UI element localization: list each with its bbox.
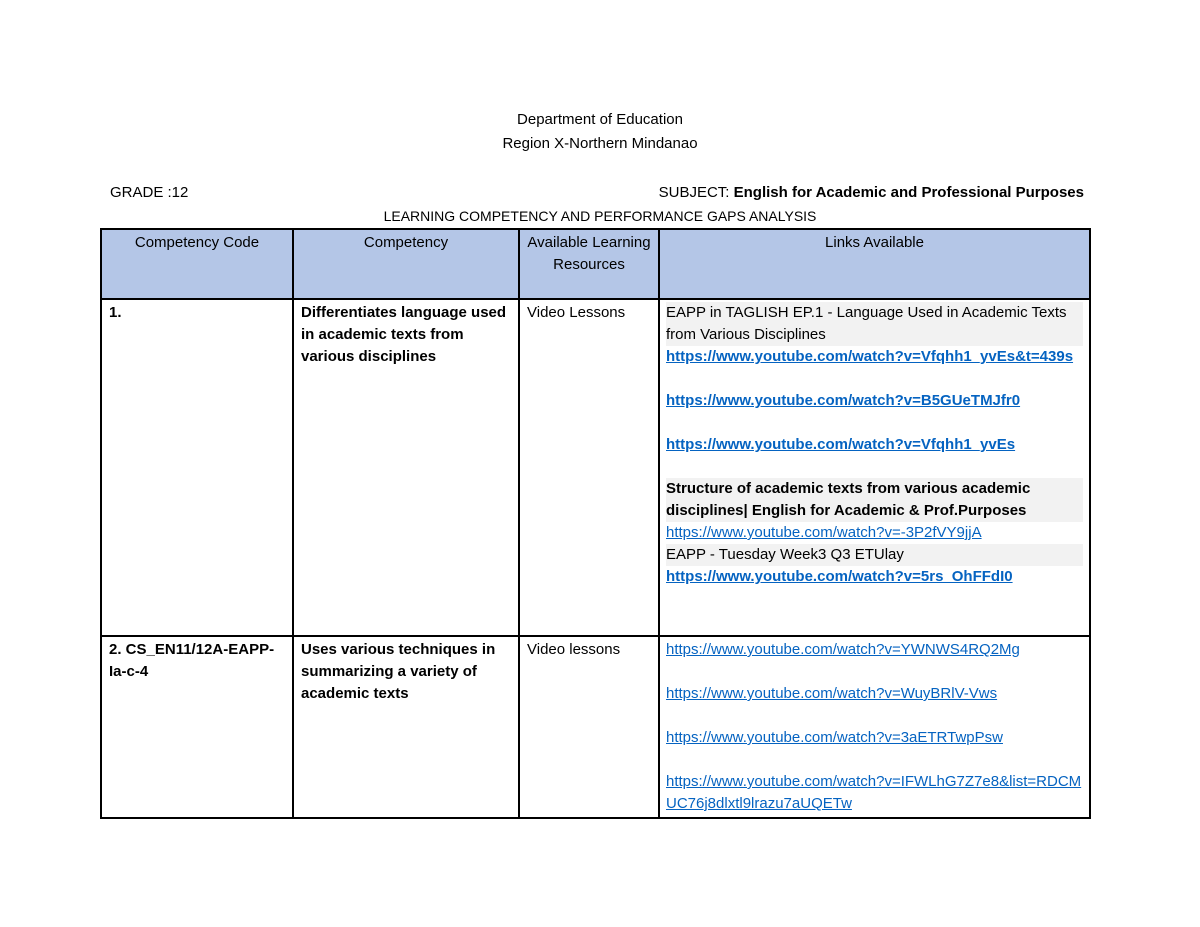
youtube-link[interactable]: https://www.youtube.com/watch?v=-3P2fVY9jjA xyxy=(666,524,982,541)
table-row xyxy=(101,636,1090,818)
video-title: EAPP in TAGLISH EP.1 - Language Used in Academic Texts from Various Disciplines xyxy=(666,302,1083,346)
video-title: EAPP - Tuesday Week3 Q3 ETUlay xyxy=(666,544,1083,566)
subject-value: English for Academic and Professional Purposes xyxy=(733,184,1084,201)
subject-prefix: SUBJECT: xyxy=(658,184,734,201)
column-header-resources: Available Learning Resources xyxy=(519,229,659,299)
subject-label xyxy=(659,184,1084,201)
resources-cell: Video lessons xyxy=(519,636,659,818)
table-row xyxy=(101,299,1090,636)
links-cell xyxy=(659,636,1090,818)
header-department: Department of Education xyxy=(517,111,683,128)
youtube-link[interactable]: https://www.youtube.com/watch?v=3aETRTwpPsw xyxy=(666,729,1003,746)
grade-label: GRADE :12 xyxy=(110,184,189,201)
video-title: Structure of academic texts from various academic disciplines| English for Academic & Prof.Purposes xyxy=(666,478,1083,522)
column-header-links: Links Available xyxy=(659,229,1090,299)
resources-cell: Video Lessons xyxy=(519,299,659,636)
competency-table xyxy=(100,228,1091,819)
table-header-row xyxy=(101,229,1090,299)
youtube-link[interactable]: https://www.youtube.com/watch?v=IFWLhG7Z7e8&list=RDCMUC76j8dlxtl9lrazu7aUQETw xyxy=(666,773,1082,812)
youtube-link[interactable]: https://www.youtube.com/watch?v=WuyBRlV-Vws xyxy=(666,685,998,702)
column-header-competency: Competency xyxy=(293,229,519,299)
competency-cell: Uses various techniques in summarizing a variety of academic texts xyxy=(293,636,519,818)
youtube-link[interactable]: https://www.youtube.com/watch?v=YWNWS4RQ2Mg xyxy=(666,641,1020,658)
document-title: LEARNING COMPETENCY AND PERFORMANCE GAPS ANALYSIS xyxy=(383,208,817,224)
youtube-link[interactable]: https://www.youtube.com/watch?v=5rs_OhFFdI0 xyxy=(666,568,1013,585)
competency-code-cell: 2. CS_EN11/12A-EAPP-Ia-c-4 xyxy=(101,636,293,818)
column-header-competency-code: Competency Code xyxy=(101,229,293,299)
header-region: Region X-Northern Mindanao xyxy=(502,135,698,152)
links-cell xyxy=(659,299,1090,636)
youtube-link[interactable]: https://www.youtube.com/watch?v=B5GUeTMJfr0 xyxy=(666,392,1021,409)
youtube-link[interactable]: https://www.youtube.com/watch?v=Vfqhh1_yvEs xyxy=(666,436,1016,453)
competency-cell: Differentiates language used in academic texts from various disciplines xyxy=(293,299,519,636)
competency-code-cell: 1. xyxy=(101,299,293,636)
youtube-link[interactable]: https://www.youtube.com/watch?v=Vfqhh1_yvEs&t=439s xyxy=(666,348,1074,365)
